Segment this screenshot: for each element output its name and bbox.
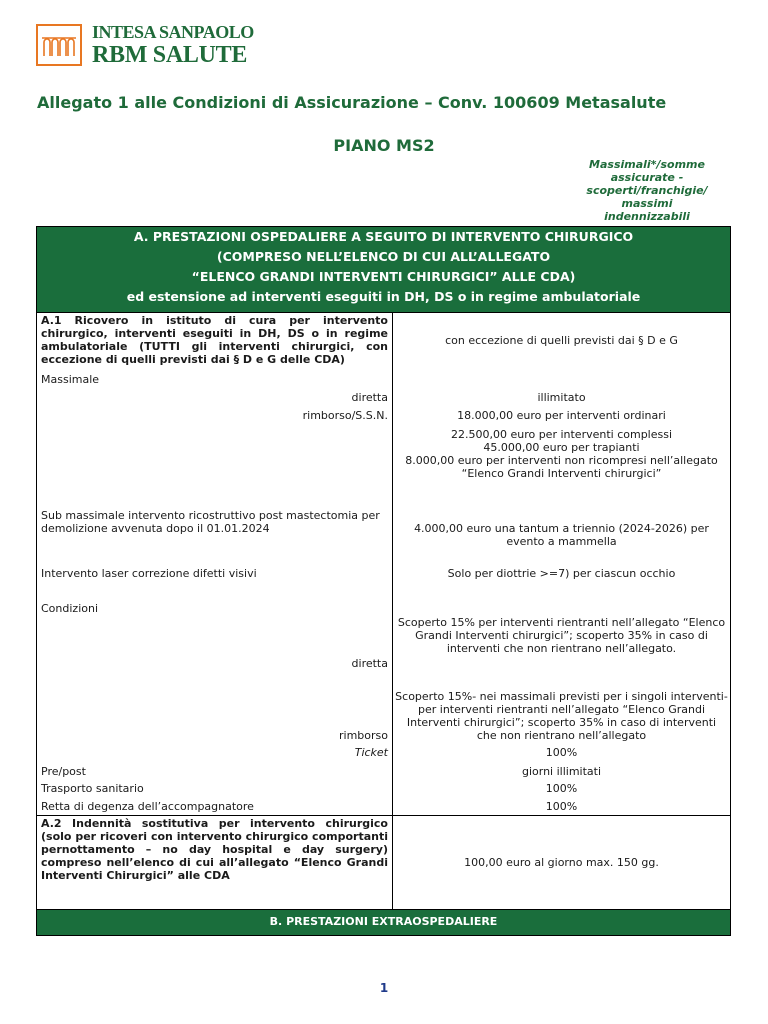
plan-title: PIANO MS2 (333, 136, 435, 155)
massimale-label: Massimale (41, 373, 100, 386)
diretta-value: illimitato (537, 391, 586, 404)
sub-massimale-label-line: Sub massimale intervento ricostruttivo post mastectomia per (41, 509, 380, 522)
a2-label-cell (37, 816, 393, 909)
column-header-line: massimi (621, 197, 673, 210)
prepost-value: giorni illimitati (521, 765, 602, 778)
condizioni-diretta-value-line: Scoperto 15% per interventi rientranti nell’allegato “Elenco (397, 616, 726, 629)
a2-title: A.2 Indennità sostitutiva per intervento chirurgico (solo per ricoveri con intervento chirurgico comportanti pernottamento – no day hospital e day surgery) compreso nell’elenco di cui all’allegato “Elenco Grandi Interventi Chirurgici” alle CDA (41, 817, 388, 882)
rimborso-value-line: 8.000,00 euro per interventi non ricompresi nell’allegato (405, 454, 718, 467)
coverage-table (36, 226, 731, 936)
document-title: Allegato 1 alle Condizioni di Assicurazione – Conv. 100609 Metasalute (37, 93, 667, 112)
a1-title: A.1 Ricovero in istituto di cura per intervento chirurgico, interventi eseguiti in DH, DS o in regime ambulatoriale (TUTTI gli interventi chirurgici, con eccezione di quelli previsti dai § D e G delle CDA) (41, 314, 388, 366)
column-header-line: scoperti/franchigie/ (586, 184, 708, 197)
column-header-line: Massimali*/somme (589, 158, 705, 171)
section-a-line: ed estensione ad interventi eseguiti in DH, DS o in regime ambulatoriale (126, 289, 641, 304)
sub-massimale-value-line: evento a mammella (506, 535, 617, 548)
retta-value: 100% (545, 800, 578, 813)
sub-massimale-value-line: 4.000,00 euro una tantum a triennio (2024-2026) per (414, 522, 709, 535)
trasporto-label: Trasporto sanitario (41, 782, 144, 795)
page-number: 1 (379, 981, 389, 995)
condizioni-rimborso-label: rimborso (339, 729, 388, 742)
diretta-label: diretta (351, 391, 388, 404)
condizioni-label: Condizioni (41, 602, 99, 615)
sub-massimale-label-line: demolizione avvenuta dopo il 01.01.2024 (41, 522, 270, 535)
table-row-a1 (37, 313, 730, 815)
prepost-label: Pre/post (41, 765, 86, 778)
a2-value-cell (393, 816, 730, 909)
trasporto-value: 100% (545, 782, 578, 795)
section-a-line: (COMPRESO NELL’ELENCO DI CUI ALL’ALLEGATO (216, 249, 551, 264)
condizioni-rimborso-value-line: Scoperto 15%- nei massimali previsti per i singoli interventi- (395, 690, 728, 703)
section-a-line: “ELENCO GRANDI INTERVENTI CHIRURGICI” ALLE CDA) (191, 269, 576, 284)
rimborso-value-line: 45.000,00 euro per trapianti (483, 441, 640, 454)
ticket-value: 100% (545, 746, 578, 759)
rimborso-label: rimborso/S.S.N. (302, 409, 388, 422)
rimborso-value-line: “Elenco Grandi Interventi chirurgici” (461, 467, 662, 480)
a1-label-cell (37, 313, 393, 815)
column-header (572, 158, 722, 223)
section-a-header (37, 227, 730, 313)
a2-value: 100,00 euro al giorno max. 150 gg. (464, 856, 659, 869)
rimborso-value-line: 22.500,00 euro per interventi complessi (450, 428, 673, 441)
condizioni-rimborso-value-line: che non rientrano nell’allegato (476, 729, 647, 742)
laser-label: Intervento laser correzione difetti visivi (41, 567, 257, 580)
table-row-a2 (37, 815, 730, 909)
ticket-label: Ticket (354, 746, 388, 759)
column-header-line: assicurate - (610, 171, 684, 184)
brand-name-line1: INTESA SANPAOLO (92, 22, 254, 42)
laser-value: Solo per diottrie >=7) per ciascun occhio (447, 567, 676, 580)
a1-title-value: con eccezione di quelli previsti dai § D e G (445, 334, 678, 347)
condizioni-diretta-value-line: Grandi Interventi chirurgici”; scoperto 35% in caso di (415, 629, 708, 642)
rimborso-value-line: 18.000,00 euro per interventi ordinari (457, 409, 666, 422)
condizioni-rimborso-value-line: per interventi rientranti nell’allegato “Elenco Grandi (418, 703, 705, 716)
retta-label: Retta di degenza dell’accompagnatore (41, 800, 254, 813)
brand-name-line2: RBM SALUTE (92, 42, 248, 68)
arches-logo-icon (36, 24, 82, 66)
condizioni-diretta-label: diretta (351, 657, 388, 670)
condizioni-rimborso-value-line: Interventi chirurgici”; scoperto 35% in caso di interventi (406, 716, 717, 729)
section-b-header: B. PRESTAZIONI EXTRAOSPEDALIERE (37, 909, 730, 935)
section-a-line: A. PRESTAZIONI OSPEDALIERE A SEGUITO DI INTERVENTO CHIRURGICO (133, 229, 634, 244)
condizioni-diretta-value-line: interventi che non rientrano nell’allegato. (446, 642, 677, 655)
column-header-line: indennizzabili (604, 210, 690, 223)
a1-value-cell (393, 313, 730, 815)
